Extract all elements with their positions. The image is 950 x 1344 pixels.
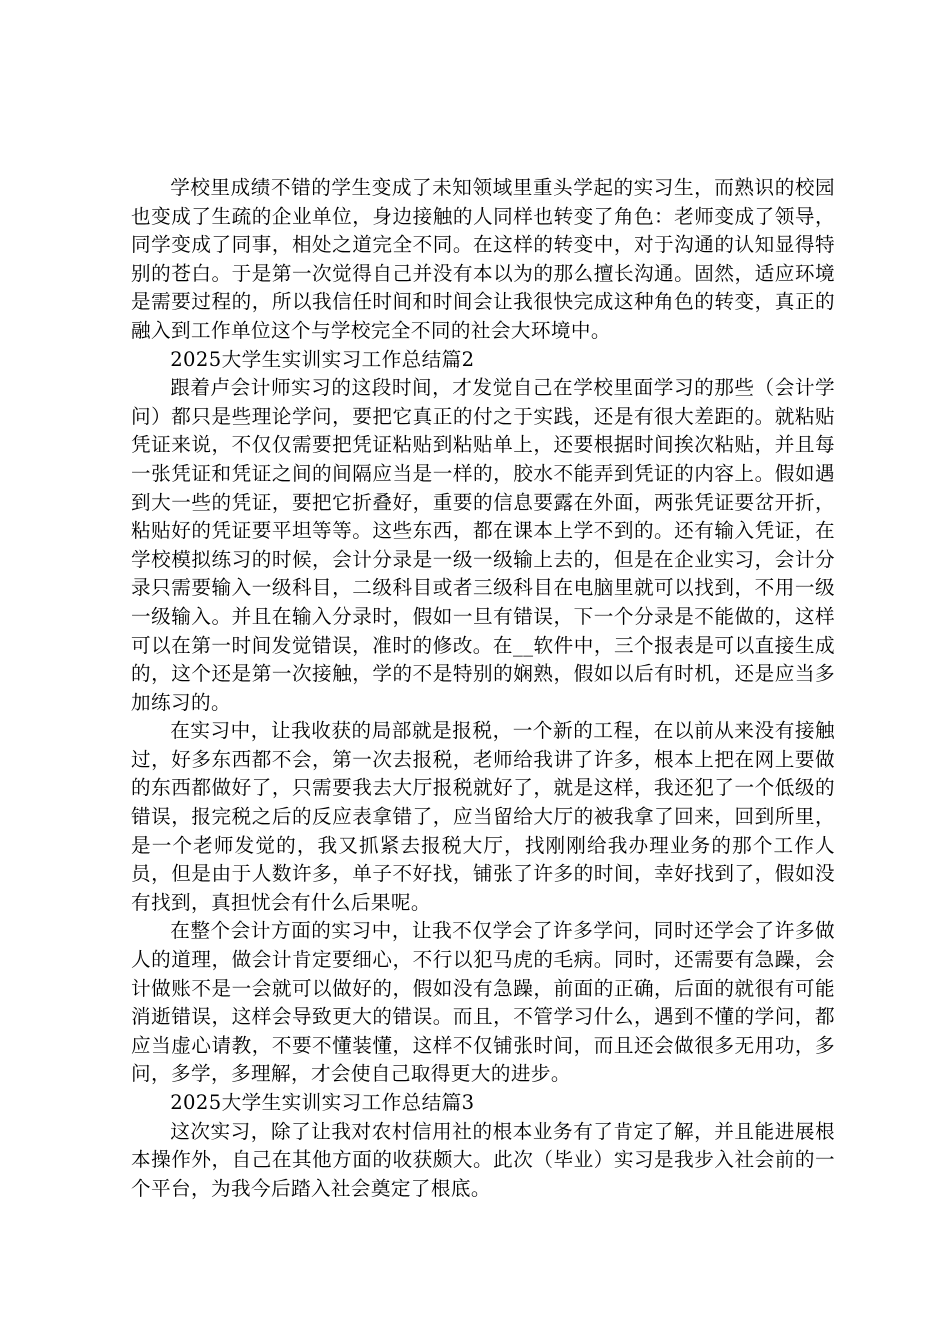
section-heading-3: 2025大学生实训实习工作总结篇3 bbox=[170, 1091, 475, 1114]
document-body bbox=[131, 174, 835, 1203]
paragraph-credit-union: 这次实习，除了让我对农村信用社的根本业务有了肯定了解，并且能进展根本操作外，自己在其他方面的收获颇大。此次（毕业）实习是我步入社会前的一个平台，为我今后踏入社会奠定了根底。 bbox=[131, 1119, 835, 1200]
paragraph-tax-filing: 在实习中，让我收获的局部就是报税，一个新的工程，在以前从来没有接触过，好多东西都不会，第一次去报税，老师给我讲了许多，根本上把在网上要做的东西都做好了，只需要我去大厅报税就好了，就是这样，我还犯了一个低级的错误，报完税之后的反应表拿错了，应当留给大厅的被我拿了回来，回到所里，是一个老师发觉的，我又抓紧去报税大厅，找刚刚给我办理业务的那个工作人员，但是由于人数许多，单子不好找，铺张了许多的时间，幸好找到了，假如没有找到，真担忧会有什么后果呢。 bbox=[131, 719, 835, 914]
paragraph-lessons: 在整个会计方面的实习中，让我不仅学会了许多学问，同时还学会了许多做人的道理，做会计肯定要细心，不行以犯马虎的毛病。同时，还需要有急躁，会计做账不是一会就可以做好的，假如没有急躁，前面的正确，后面的就很有可能消逝错误，这样会导致更大的错误。而且，不管学习什么，遇到不懂的学问，都应当虚心请教，不要不懂装懂，这样不仅铺张时间，而且还会做很多无用功，多问，多学，多理解，才会使自己取得更大的进步。 bbox=[131, 919, 835, 1086]
paragraph-accounting-practice: 跟着卢会计师实习的这段时间，才发觉自己在学校里面学习的那些（会计学问）都只是些理论学问，要把它真正的付之于实践，还是有很大差距的。就粘贴凭证来说，不仅仅需要把凭证粘贴到粘贴单上，还要根据时间挨次粘贴，并且每一张凭证和凭证之间的间隔应当是一样的，胶水不能弄到凭证的内容上。假如遇到大一些的凭证，要把它折叠好，重要的信息要露在外面，两张凭证要岔开折，粘贴好的凭证要平坦等等。这些东西，都在课本上学不到的。还有输入凭证，在学校模拟练习的时候，会计分录是一级一级输上去的，但是在企业实习，会计分录只需要输入一级科目，二级科目或者三级科目在电脑里就可以找到，不用一级一级输入。并且在输入分录时，假如一旦有错误，下一个分录是不能做的，这样可以在第一时间发觉错误，准时的修改。在__软件中，三个报表是可以直接生成的，这个还是第一次接触，学的不是特别的娴熟，假如以后有时机，还是应当多加练习的。 bbox=[131, 376, 835, 714]
paragraph-intro: 学校里成绩不错的学生变成了未知领域里重头学起的实习生，而熟识的校园也变成了生疏的企业单位，身边接触的人同样也转变了角色：老师变成了领导，同学变成了同事，相处之道完全不同。在这样的转变中，对于沟通的认知显得特别的苍白。于是第一次觉得自己并没有本以为的那么擅长沟通。固然，适应环境是需要过程的，所以我信任时间和时间会让我很快完成这种角色的转变，真正的融入到工作单位这个与学校完全不同的社会大环境中。 bbox=[131, 176, 835, 342]
section-heading-2: 2025大学生实训实习工作总结篇2 bbox=[170, 347, 475, 371]
